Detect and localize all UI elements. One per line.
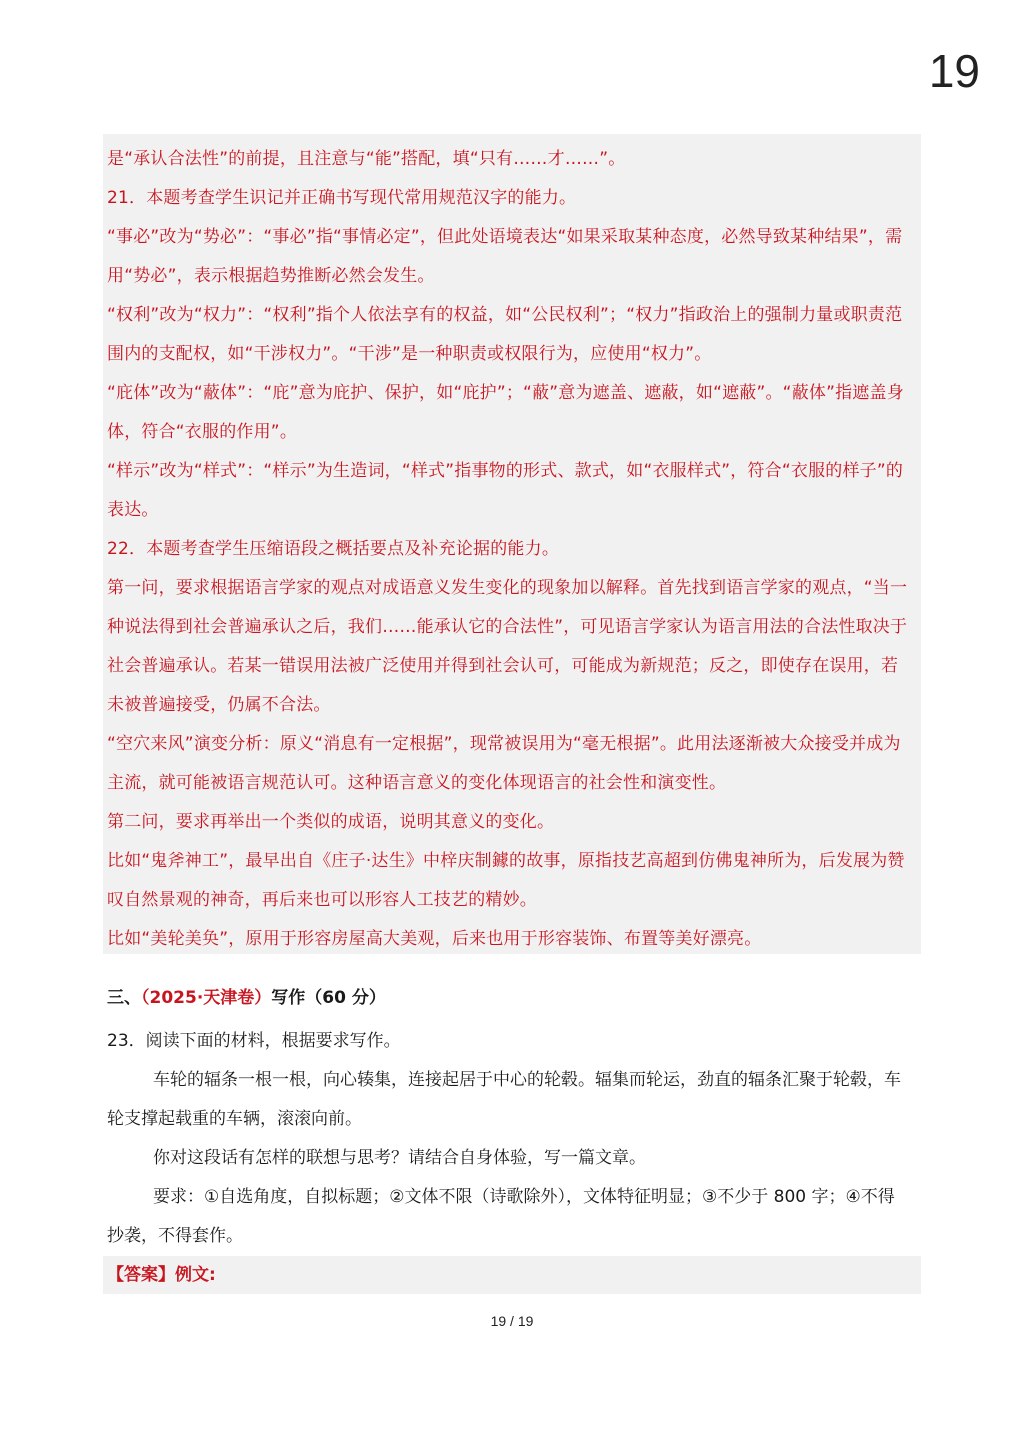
answer-line: 是“承认合法性”的前提，且注意与“能”搭配，填“只有……才……”。: [107, 149, 626, 169]
answer-line: 未被普遍接受，仍属不合法。: [107, 695, 331, 715]
answer-line: “权利”改为“权力”：“权利”指个人依法享有的权益，如“公民权利”；“权力”指政治上的强制力量或职责范: [107, 305, 903, 325]
question-line: 23．阅读下面的材料，根据要求写作。: [107, 1031, 401, 1051]
answer-line: 用“势必”，表示根据趋势推断必然会发生。: [107, 266, 435, 286]
answer-line: “样示”改为“样式”：“样示”为生造词，“样式”指事物的形式、款式，如“衣服样式”，符合“衣服的样子”的: [107, 461, 904, 481]
question-line: 轮支撑起载重的车辆，滚滚向前。: [107, 1109, 362, 1129]
answer-line: 比如“美轮美奂”，原用于形容房屋高大美观，后来也用于形容装饰、布置等美好漂亮。: [107, 929, 762, 949]
question-line: 你对这段话有怎样的联想与思考？请结合自身体验，写一篇文章。: [153, 1148, 646, 1168]
question-line: 车轮的辐条一根一根，向心辏集，连接起居于中心的轮毂。辐集而轮运，劲直的辐条汇聚于轮毂，车: [153, 1070, 901, 1090]
writing-question: [107, 1022, 919, 1256]
question-line: 抄袭，不得套作。: [107, 1226, 243, 1246]
section-heading: [107, 985, 386, 1011]
page-footer: 19 / 19: [490, 1313, 534, 1329]
question-line: 要求：①自选角度，自拟标题；②文体不限（诗歌除外），文体特征明显；③不少于 800 字；④不得: [153, 1187, 895, 1207]
answer-line: 围内的支配权，如“干涉权力”。“干涉”是一种职责或权限行为，应使用“权力”。: [107, 344, 712, 364]
answer-line: 第二问，要求再举出一个类似的成语，说明其意义的变化。: [107, 812, 555, 832]
answer-line: 社会普遍承认。若某一错误用法被广泛使用并得到社会认可，可能成为新规范；反之，即使存在误用，若: [107, 656, 899, 676]
page-number-large: 19: [928, 45, 980, 97]
answer-line: 主流，就可能被语言规范认可。这种语言意义的变化体现语言的社会性和演变性。: [107, 773, 727, 793]
answer-line: 种说法得到社会普遍承认之后，我们……能承认它的合法性”，可见语言学家认为语言用法的合法性取决于: [107, 617, 908, 637]
section-title: 写作（60 分）: [271, 988, 386, 1008]
answer-line: 体，符合“衣服的作用”。: [107, 422, 298, 442]
answer-line: 叹自然景观的神奇，再后来也可以形容人工技艺的精妙。: [107, 890, 537, 910]
section-source: （2025·天津卷）: [141, 988, 272, 1008]
answer-line: 21．本题考查学生识记并正确书写现代常用规范汉字的能力。: [107, 188, 577, 208]
answer-label: 【答案】例文:: [103, 1256, 921, 1294]
answer-line: 22．本题考查学生压缩语段之概括要点及补充论据的能力。: [107, 539, 560, 559]
answer-line: 比如“鬼斧神工”，最早出自《庄子·达生》中梓庆制鐻的故事，原指技艺高超到仿佛鬼神所为，后发展为赞: [107, 851, 905, 871]
section-number: 三、: [107, 988, 141, 1008]
answer-line: 表达。: [107, 500, 159, 520]
answer-line: “事必”改为“势必”：“事必”指“事情必定”，但此处语境表达“如果采取某种态度，必然导致某种结果”，需: [107, 227, 903, 247]
answer-line: “庇体”改为“蔽体”：“庇”意为庇护、保护，如“庇护”；“蔽”意为遮盖、遮蔽，如“遮蔽”。“蔽体”指遮盖身: [107, 383, 904, 403]
answer-line: 第一问，要求根据语言学家的观点对成语意义发生变化的现象加以解释。首先找到语言学家的观点，“当一: [107, 578, 908, 598]
answer-line: “空穴来风”演变分析：原义“消息有一定根据”，现常被误用为“毫无根据”。此用法逐渐被大众接受并成为: [107, 734, 901, 754]
answer-explanation-block: [103, 134, 921, 954]
